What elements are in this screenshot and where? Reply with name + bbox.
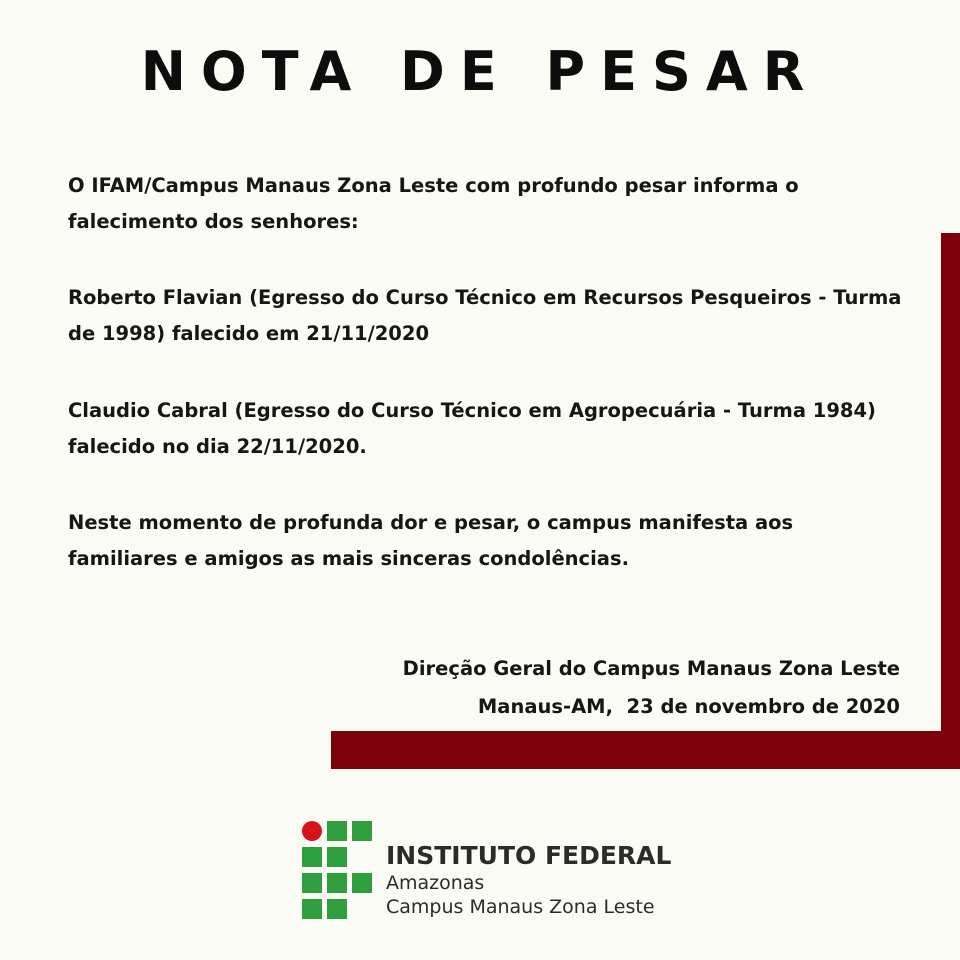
institute-logo-icon: [302, 821, 374, 919]
institute-logo-text: [386, 841, 671, 919]
signature-block: [200, 650, 900, 726]
accent-bar-vertical: [941, 233, 960, 769]
person-2-paragraph: Claudio Cabral (Egresso do Curso Técnico em Agropecuária - Turma 1984) falecido no dia 22/11/2020.: [68, 399, 876, 458]
institute-logo: [302, 821, 702, 921]
institute-state: Amazonas: [386, 872, 485, 894]
person-1-paragraph: Roberto Flavian (Egresso do Curso Técnico em Recursos Pesqueiros - Turma de 1998) falecido em 21/11/2020: [68, 286, 902, 345]
page-title: NOTA DE PESAR: [140, 40, 820, 103]
institute-campus: Campus Manaus Zona Leste: [386, 896, 655, 918]
signature-line-direction: Direção Geral do Campus Manaus Zona Leste: [402, 657, 900, 680]
intro-paragraph: O IFAM/Campus Manaus Zona Leste com profundo pesar informa o falecimento dos senhores:: [68, 174, 799, 233]
signature-line-place-date: Manaus-AM, 23 de novembro de 2020: [477, 695, 900, 718]
institute-name: INSTITUTO FEDERAL: [386, 841, 672, 870]
closing-paragraph: Neste momento de profunda dor e pesar, o campus manifesta aos familiares e amigos as mais sinceras condolências.: [68, 511, 794, 570]
accent-bar-horizontal: [331, 731, 960, 769]
